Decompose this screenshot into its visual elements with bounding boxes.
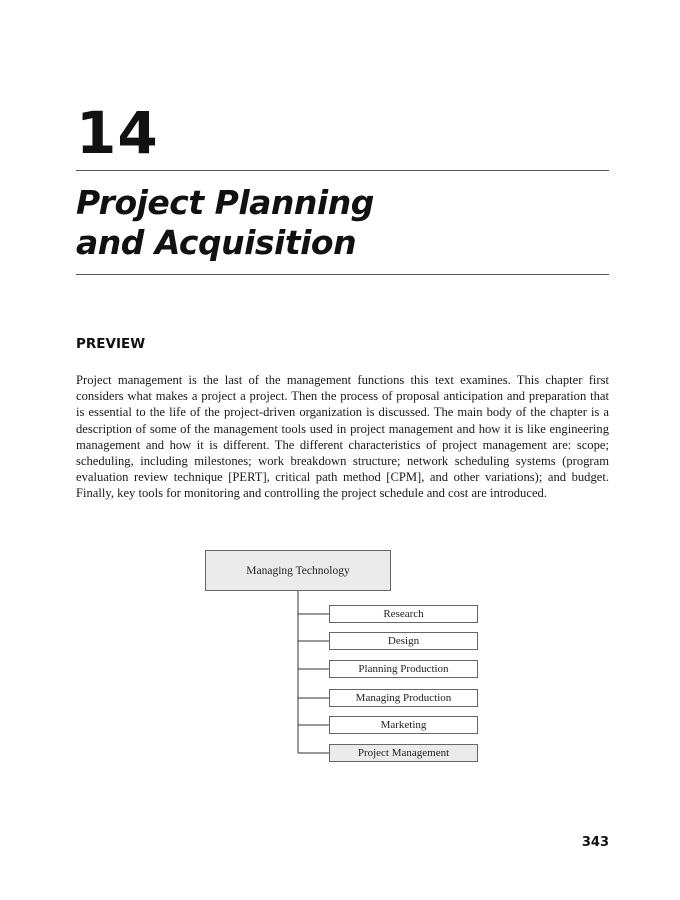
preview-paragraph: Project management is the last of the management functions this text examines. This chapter first considers what makes a project a project. Then the process of proposal anticipation and preparation that is essential to the life of the project-driven organization is discussed. The main body of the chapter is a description of some of the management tools used in project management and how it is like engineering management and how it is different. The different characteristics of project management are: scope; scheduling, including milestones; work breakdown structure; network scheduling systems (program evaluation review technique [PERT], critical path method [CPM], and other variations); and budget. Finally, key tools for monitoring and controlling the project schedule and cost are introduced. (76, 373, 609, 501)
page-number: 343 (581, 835, 609, 850)
chapter-title (76, 183, 374, 263)
chapter-number: 14 (76, 99, 159, 167)
diagram-box-project-management: Project Management (329, 744, 478, 762)
preview-heading: PREVIEW (76, 336, 146, 352)
chapter-title-line-1: Project Planning (76, 183, 374, 222)
top-rule (76, 170, 609, 171)
diagram-box-managing-production: Managing Production (329, 689, 478, 707)
diagram-box-planning-production: Planning Production (329, 660, 478, 678)
diagram-box-design: Design (329, 632, 478, 650)
bottom-rule (76, 274, 609, 275)
diagram-box-research: Research (329, 605, 478, 623)
diagram-box-marketing: Marketing (329, 716, 478, 734)
diagram-root-box: Managing Technology (205, 550, 391, 591)
chapter-title-line-2: and Acquisition (76, 223, 357, 262)
